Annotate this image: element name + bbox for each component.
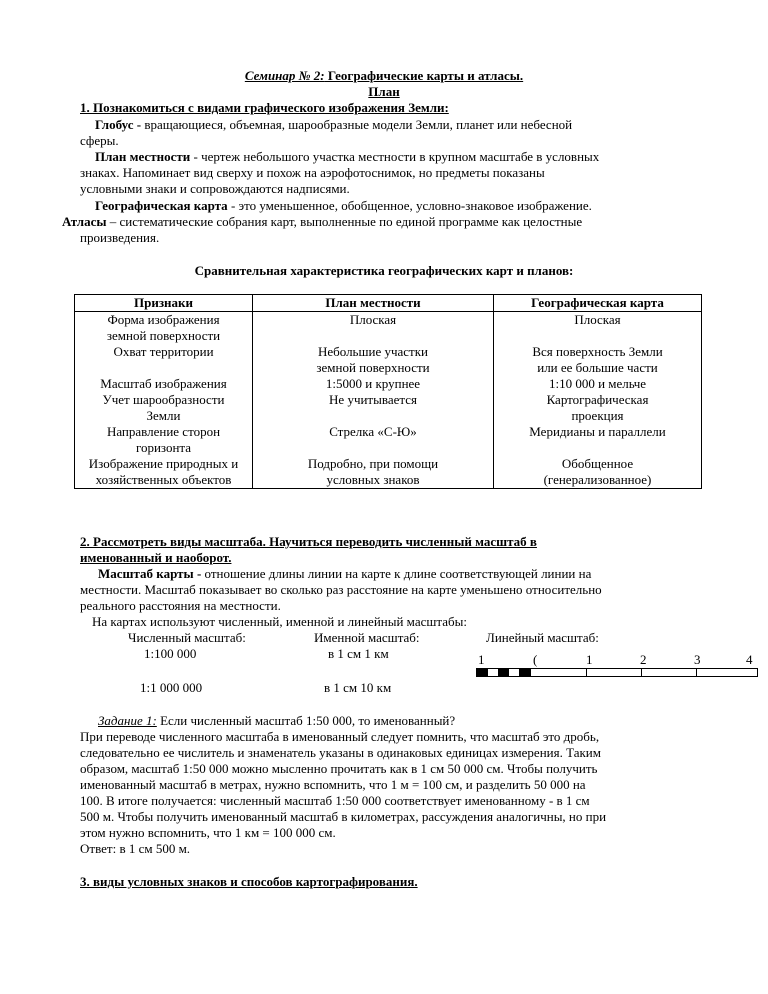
table-cell: Учет шарообразности Земли [75,392,253,424]
plan-text: - чертеж небольшого участка местности в крупном масштабе в условных [190,149,600,164]
scale-tick-label: 1 [586,652,593,667]
linear-scale-bar [476,668,758,677]
scale-text-line3: реального расстояния на местности. [80,598,281,613]
task1-question-text: Если численный масштаб 1:50 000, то именованный? [156,713,456,728]
atlas-text: – систематические собрания карт, выполненные по единой программе как целостные [106,214,583,229]
section2-heading-line1: 2. Рассмотреть виды масштаба. Научиться переводить численный масштаб в [80,534,537,549]
scale-tick-label: 3 [694,652,701,667]
table-row [75,424,702,456]
table-cell: Картографическая проекция [494,392,702,424]
comparison-table [74,294,702,489]
example2-numeric: 1:1 000 000 [140,680,203,695]
example1-named: в 1 см 1 км [328,646,389,661]
task1-question [98,713,455,729]
section1-heading: 1. Познакомиться с видами графического изображения Земли: [80,100,449,115]
map-term: Географическая карта [95,198,228,213]
plan-text-line3: условными знаки и сопровождаются надписями. [80,181,350,196]
table-header-row [75,295,702,312]
scale-intro: На картах используют численный, именной и линейный масштабы: [92,614,467,629]
table-cell: Плоская [494,312,702,345]
table-cell: Направление сторон горизонта [75,424,253,456]
table-cell: Стрелка «С-Ю» [253,424,494,456]
plan-paragraph [95,149,599,165]
section2-heading-line2: именованный и наоборот. [80,550,232,565]
atlas-paragraph [62,214,582,230]
task1-explanation-line: именованный масштаб в метрах, нужно вспомнить, что 1 м = 100 см, и разделить 50 000 на [80,777,586,792]
table-cell: Охват территории [75,344,253,376]
map-text: - это уменьшенное, обобщенное, условно-знаковое изображение. [227,198,592,213]
globe-text-cont: сферы. [80,133,119,148]
globe-term: Глобус - [95,117,142,132]
plan-heading: План [368,84,400,99]
scale-text-line2: местности. Масштаб показывает во сколько раз расстояние на карте уменьшено относительно [80,582,602,597]
table-cell: Вся поверхность Земли или ее большие части [494,344,702,376]
task1-explanation-line: 500 м. Чтобы получить именованный масштаб в километрах, рассуждения аналогичны, но при [80,809,607,824]
scale-divider [696,669,697,676]
table-cell: Форма изображения земной поверхности [75,312,253,345]
table-cell: Не учитывается [253,392,494,424]
table-row [75,344,702,376]
table-cell: 1:5000 и крупнее [253,376,494,392]
scale-segment-white [509,669,519,676]
task1-explanation [80,729,606,841]
task1-explanation-line: этом нужно вспомнить, что 1 км = 100 000 см. [80,825,336,840]
table-cell: Масштаб изображения [75,376,253,392]
table-cell: Небольшие участки земной поверхности [253,344,494,376]
section3-heading: 3. виды условных знаков и способов картографирования. [80,874,418,889]
scale-segment-black [498,669,509,676]
task1-label: Задание 1: [98,713,157,728]
scale-term: Масштаб карты - [98,566,202,581]
table-cell: 1:10 000 и мельче [494,376,702,392]
document-title [0,68,768,84]
table-row [75,392,702,424]
table-cell: Обобщенное (генерализованное) [494,456,702,489]
task1-explanation-line: При переводе численного масштаба в именованный следует помнить, что масштаб это дробь, [80,729,600,744]
label-linear-scale: Линейный масштаб: [486,630,599,645]
globe-text: вращающиеся, объемная, шарообразные модели Земли, планет или небесной [141,117,573,132]
scale-tick-label: ( [533,652,538,667]
table-header: Признаки [75,295,253,312]
scale-tick-label: 2 [640,652,647,667]
scale-tick-label: 1 [478,652,485,667]
scale-text: отношение длины линии на карте к длине соответствующей линии на [201,566,592,581]
label-numeric-scale: Численный масштаб: [128,630,246,645]
atlas-text-cont: произведения. [80,230,160,245]
table-row [75,456,702,489]
globe-paragraph [95,117,572,133]
plan-term: План местности [95,149,191,164]
plan-text-line2: знаках. Напоминает вид сверху и похож на аэрофотоснимок, но предметы показаны [80,165,545,180]
table-header: План местности [253,295,494,312]
task1-answer: Ответ: в 1 см 500 м. [80,841,191,856]
table-cell: Плоская [253,312,494,345]
example1-numeric: 1:100 000 [144,646,197,661]
title-prefix: Семинар № 2: [244,68,325,83]
table-row [75,312,702,345]
scale-tick-label: 4 [746,652,753,667]
table-cell: Изображение природных и хозяйственных объектов [75,456,253,489]
label-named-scale: Именной масштаб: [314,630,420,645]
scale-segment-black [519,669,531,676]
table-title: Сравнительная характеристика географических карт и планов: [194,263,574,278]
scale-segment-white [488,669,498,676]
scale-divider [641,669,642,676]
table-cell: Подробно, при помощи условных знаков [253,456,494,489]
table-header: Географическая карта [494,295,702,312]
task1-explanation-line: следовательно ее числитель и знаменатель указаны в одинаковых единицах измерения. Таким [80,745,601,760]
map-paragraph [95,198,592,214]
title-rest: Географические карты и атласы. [324,68,524,83]
scale-divider [586,669,587,676]
task1-explanation-line: образом, масштаб 1:50 000 можно мысленно прочитать как в 1 см 50 000 см. Чтобы получить [80,761,598,776]
table-cell: Меридианы и параллели [494,424,702,456]
example2-named: в 1 см 10 км [324,680,392,695]
atlas-term: Атласы [62,214,107,229]
scale-definition [98,566,591,582]
scale-segment-black [477,669,488,676]
task1-explanation-line: 100. В итоге получается: численный масштаб 1:50 000 соответствует именованному - в 1 см [80,793,590,808]
table-row [75,376,702,392]
